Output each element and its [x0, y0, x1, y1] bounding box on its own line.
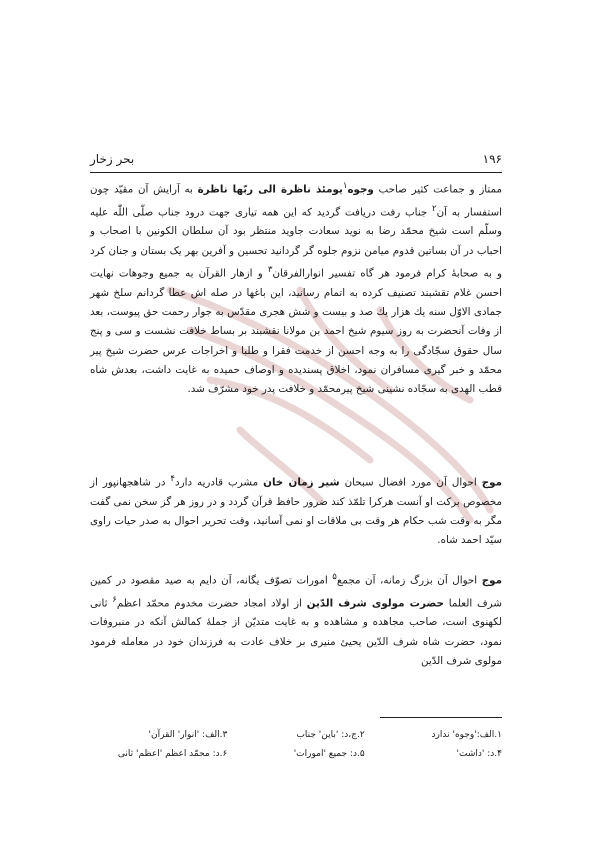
page-header — [90, 150, 502, 173]
section-lead: موج — [481, 574, 502, 587]
footnote-3: ۳.الف: 'انوار' القرآن' — [148, 730, 228, 740]
text-run: و ازهار القرآن به جمیع وجوهات نهایت احسن غلام تقشبند تصنیف کرده به اتمام رسانید، این باغها در صله اش عطا گردانم سلخ شهر جمادی الاوّل سنه یك هزار یك صد و بیست و شش هجری مقدّس به جوار رحمت حق پیوست، بعد از وفات آنحضرت به روز سیوم شیخ احمد بن مولانا نقشبند بر بساط خلافت نشست و سی و پنج سال حقوق سجّادگی را به وجه احسن از خدمت فقرا و طلبا و اخراجات عرس حضرت شیخ پیر محمّد و خبر گیری مسافران نمود، اخلاق پسندیده و اوصاف حمیده به غایت داشت، بعدش شاه قطب الهدی به سجّاده نشینی شیخ پیرمحمّد و خلافت پدر خود مشرّف شد. — [90, 267, 502, 396]
footnote-row — [90, 745, 502, 764]
footnote-ref: ۶ — [112, 594, 117, 605]
bold-text: وجوه — [347, 183, 374, 196]
bold-text: یومئذ ناظرة الی ربّها ناظرة — [197, 183, 343, 196]
text-run: مشرب قادریه دارد — [175, 476, 264, 489]
bold-name: شیر زمان خان — [263, 476, 340, 489]
page-number: ۱۹۶ — [482, 152, 502, 166]
bold-name: حضرت مولوی شرف الدّین — [306, 597, 444, 610]
paragraph-1 — [90, 177, 502, 400]
section-lead: موج — [481, 476, 503, 489]
footnote-6: ۶.د: محمّد اعظم 'اعظم' ثانی — [117, 749, 228, 759]
footnote-divider — [380, 717, 502, 718]
footnote-ref: ۲ — [432, 203, 437, 214]
footnote-row — [90, 726, 502, 745]
text-run: در شاهجهانپور از مخصوص برکت او آنست هرکرا تلمّذ کند ضرور حافظ قرآن گردد و در روز هر گز سخن نمی گفت مگر به وقت شب حکام هر وقت بی ملاقات او نمی آسانید، وقت تحریر احوال به صدر حیات راوی سیّد احمد شاه. — [90, 476, 502, 547]
paragraph-2 — [90, 470, 502, 551]
text-run: ممتاز و جماعت کثیر صاحب — [373, 183, 503, 196]
footnote-ref: ۴ — [170, 474, 176, 484]
footnote-1: ۱.الف:'وجوه' ندارد — [431, 730, 502, 740]
footnote-ref: ۱ — [342, 181, 348, 191]
text-run: به آرایش آن مقیّد چون استفسار به آن — [90, 183, 502, 219]
running-title: بحر زخار — [90, 152, 135, 166]
text-run: احوال آن مورد افضال سبحان — [339, 476, 482, 489]
text-run: از اولاد امجاد حضرت مخدوم محمّد اعظم — [116, 597, 307, 610]
footnote-5: ۵.د: جمیع 'امورات' — [293, 749, 365, 759]
paragraph-3 — [90, 568, 502, 671]
footnote-2: ۲.ج،د: 'باین' جناب — [296, 730, 365, 740]
footnotes — [90, 726, 502, 764]
text-run: امورات تصوّف یگانه، آن دایم به صید مقصود در کمین شرف العلما — [90, 574, 502, 610]
footnote-ref: ۵ — [332, 572, 337, 582]
footnote-4: ۴.د: 'داشت' — [456, 749, 502, 759]
footnote-ref: ۳ — [267, 265, 273, 276]
text-run: ثانی لکهنوی است، صاحب مجاهده و مشاهده و به غایت متدیّن از جملهٔ کمالش آنکه در منبروفات نمود، حضرت شاه شرف الدّین یحیئ منیری بر خلاف عادت به فرزندان خود در معامله فرمود مولوی شرف الدّین — [90, 597, 502, 668]
text-run: احوال آن بزرگ زمانه، آن مجمع — [336, 574, 482, 587]
text-run: جناب رفت دریافت گردید که این همه تیاری جهت درود جناب صلّی اللّٰه علیه وسلّم است شیخ محمّد رضا به نوید سعادت جاوید منتظر بود آن سلطان الکونین با اصحاب و احباب در آن بساتین قدوم میامن نزوم جلوه گر گردانید تحسین و آفرین بهر یک بستان و جنان کرد و به صحابهٔ کرام فرمود هر گاه تفسیر انوارالفرقان — [90, 206, 502, 280]
